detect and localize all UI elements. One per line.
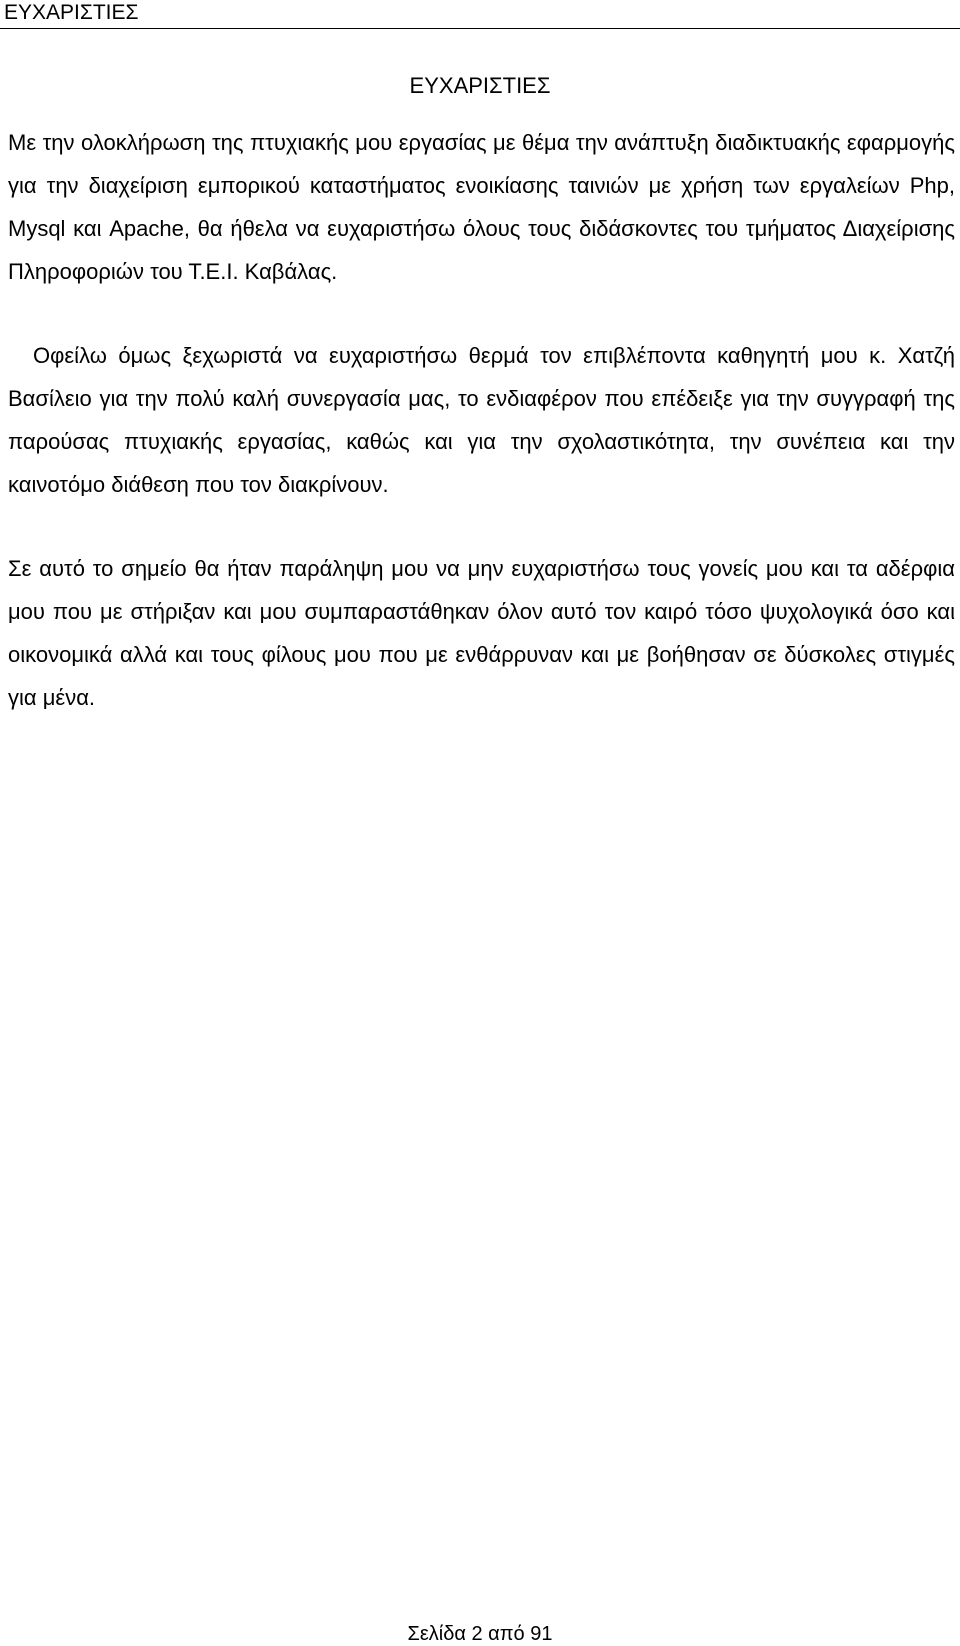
header-divider (0, 28, 960, 29)
running-header: ΕΥΧΑΡΙΣΤΙΕΣ (4, 1, 139, 24)
paragraph-intro: Με την ολοκλήρωση της πτυχιακής μου εργασίας με θέμα την ανάπτυξη διαδικτυακής εφαρμογής για την διαχείριση εμπορικού καταστήματος ενοικίασης ταινιών με χρήση των εργαλείων Php, Mysql και Apache, θα ήθελα να ευχαριστήσω όλους τους διδάσκοντες του τμήματος Διαχείρισης Πληροφοριών του Τ.Ε.Ι. Καβάλας. (8, 130, 955, 284)
page-number: Σελίδα 2 από 91 (407, 1623, 553, 1645)
paragraph-supervisor: Οφείλω όμως ξεχωριστά να ευχαριστήσω θερμά τον επιβλέποντα καθηγητή μου κ. Χατζή Βασίλειο για την πολύ καλή συνεργασία μας, το ενδιαφέρον που επέδειξε για την συγγραφή της παρούσας πτυχιακής εργασίας, καθώς και για την σχολαστικότητα, την συνέπεια και την καινοτόμο διάθεση που τον διακρίνουν. (8, 343, 955, 497)
page-title: ΕΥΧΑΡΙΣΤΙΕΣ (409, 73, 551, 98)
paragraph-family: Σε αυτό το σημείο θα ήταν παράληψη μου να μην ευχαριστήσω τους γονείς μου και τα αδέρφια μου που με στήριξαν και μου συμπαραστάθηκαν όλον αυτό τον καιρό τόσο ψυχολογικά όσο και οικονομικά αλλά και τους φίλους μου που με ενθάρρυναν και με βοήθησαν σε δύσκολες στιγμές για μένα. (8, 556, 955, 710)
